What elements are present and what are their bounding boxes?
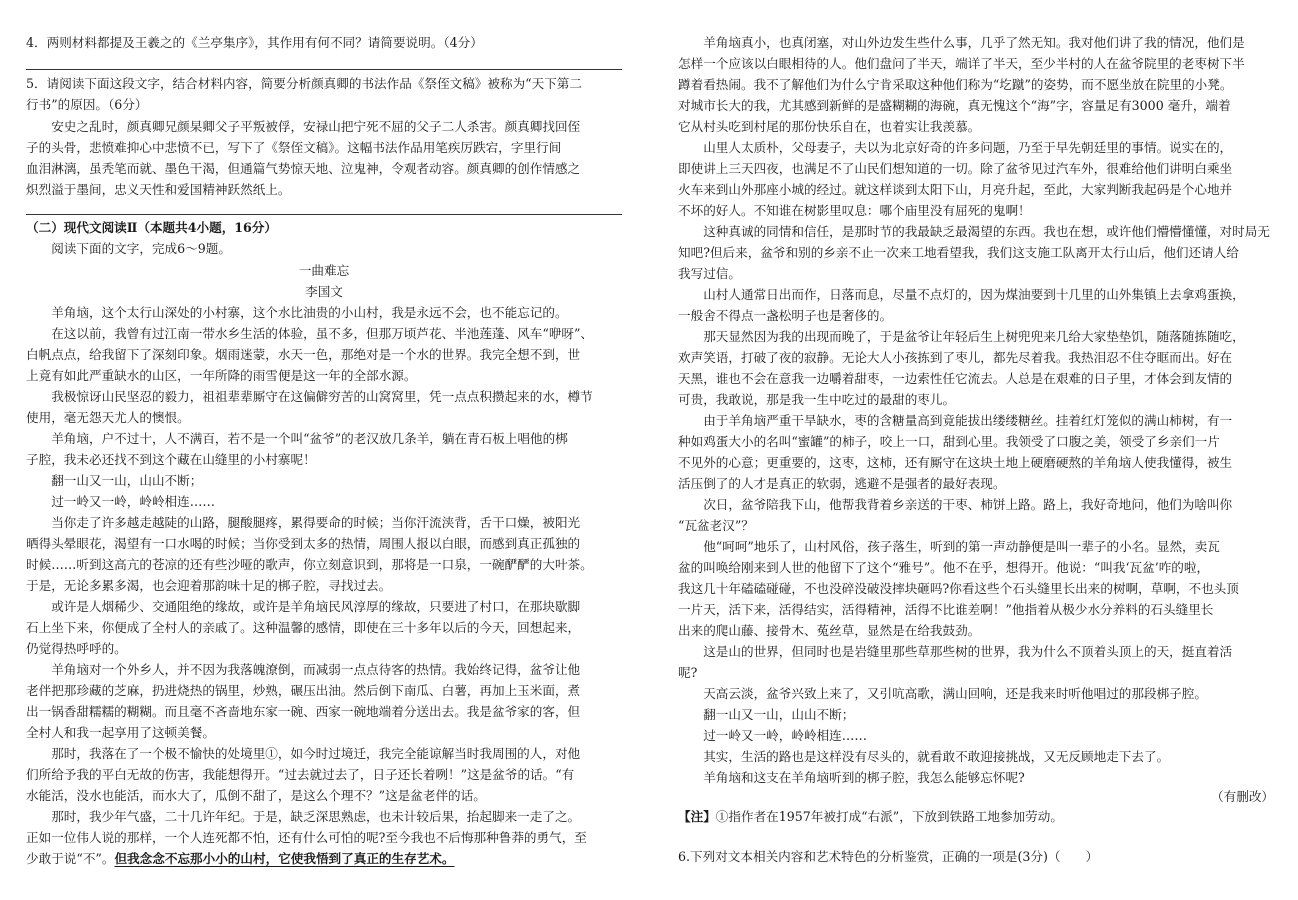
paragraph-line: 其实，生活的路也是这样没有尽头的，就看敢不敢迎接挑战，又无反顾地走下去了。: [703, 749, 1170, 764]
paragraph-line: 活压倒了的人才是真正的软弱，逃避不是强者的最好表现。: [678, 476, 1006, 491]
paragraph-line: 即使讲上三天四夜，也满足不了山民们想知道的一切。除了盆爷见过汽车外，很难给他们讲明白乘坐: [678, 161, 1233, 176]
paragraph-line: 出一锅香甜糯糯的糊糊。而且毫不吝啬地东家一碗、西家一碗地端着分送出去。我是盆爷家的客，但: [26, 704, 581, 719]
paragraph-line: 石上坐下来，你便成了全村人的亲戚了。这种温馨的感情，即使在三十多年以后的今天，回想起来，: [26, 620, 581, 635]
question-5-line: 行书”的原因。（6分）: [26, 97, 148, 112]
paragraph-line: 羊角垴对一个外乡人，并不因为我落魄潦倒，而减弱一点点待客的热情。我始终记得，盆爷让他: [51, 662, 581, 677]
paragraph-line: 种如鸡蛋大小的名叫“蜜罐”的柿子，咬上一口，甜到心里。我领受了口腹之美，领受了乡亲们一片: [678, 434, 1220, 449]
paragraph-line: 一般舍不得点一盏松明子也是奢侈的。: [678, 308, 893, 323]
paragraph-line: 羊角垴和这支在羊角垴听到的梆子腔，我怎么能够忘怀呢?: [703, 770, 1025, 785]
paragraph-line: 使用，毫无怨天尤人的懊恨。: [26, 410, 190, 425]
divider: [26, 69, 622, 70]
paragraph-line: 正如一位伟人说的那样，一个人连死都不怕，还有什么可怕的呢?至今我也不后悔那种鲁莽的勇气，至: [26, 830, 587, 845]
footnote-mark: 【注】: [678, 809, 716, 824]
paragraph-line: 他“呵呵”地乐了，山村风俗，孩子落生，听到的第一声动静便是叫一辈子的小名。显然，卖瓦: [703, 539, 1220, 554]
paragraph-line: 那时，我少年气盛，二十几许年纪。于是，缺乏深思熟虑，也未计较后果，抬起脚来一走了之。: [51, 809, 581, 824]
material-line: 子的头骨，悲愤难抑心中悲愤不已，写下了《祭侄文稿》。这幅书法作品用笔疾厉跌宕，字里行间: [26, 140, 562, 155]
paragraph-line: [26, 848, 622, 869]
source-note: （有删改）: [1211, 789, 1274, 804]
footnote-text: ①指作者在1957年被打成“右派”，下放到铁路工地参加劳动。: [715, 809, 1063, 824]
instruction: 阅读下面的文字，完成6～9题。: [51, 241, 231, 256]
material-line: 血泪淋漓，虽秃笔而就、墨色干渴，但通篇气势惊天地、泣鬼神，令观者动容。颜真卿的创作情感之: [26, 161, 581, 176]
song-line: 过一岭又一岭，岭岭相连……: [703, 728, 867, 743]
material-line: 炽烈溢于墨间，忠义天性和爱国精神跃然纸上。: [26, 182, 291, 197]
paragraph-line: 们所给予我的平白无故的伤害，我能想得开。“过去就过去了，日子还长着咧！”这是盆爷的话。“有: [26, 767, 575, 782]
song-line: 过一岭又一岭，岭岭相连……: [51, 494, 215, 509]
paragraph-line: 我这几十年磕磕碰碰，不也没碎没破没摔块砸吗?你看这些个石头缝里长出来的树啊，草啊，不也头顶: [678, 581, 1239, 596]
paragraph-line: 山里人太质朴，父母妻子，夫以为北京好奇的许多问题，乃至于早先朝廷里的事情。说实在的，: [703, 140, 1233, 155]
paragraph-line: 羊角垴真小，也真闭塞，对山外边发生些什么事，几乎了然无知。我对他们讲了我的情况，他们是: [703, 35, 1245, 50]
paragraph-line: 这是山的世界，但同时也是岩缝里那些草那些树的世界，我为什么不顶着头顶上的天，挺直着活: [703, 644, 1233, 659]
paragraph-line: 由于羊角垴严重干旱缺水，枣的含糖量高到竟能拔出缕缕糖丝。挂着红灯笼似的满山柿树，有一: [703, 413, 1233, 428]
paragraph-line: 羊角垴，这个太行山深处的小村寨，这个水比油贵的小山村，我是永远不会，也不能忘记的。: [51, 305, 568, 320]
paragraph-line: 那时，我落在了一个极不愉快的处境里①，如今时过境迁，我完全能谅解当时我周围的人，对他: [51, 746, 581, 761]
essay-title: 一曲难忘: [298, 263, 350, 278]
paragraph-line: 一片天，活下来，活得结实，活得精神，活得不比谁差啊！”他指着从极少水分养料的石头缝里长: [678, 602, 1214, 617]
paragraph-line: 或许是人烟稀少、交通阻绝的缘故，或许是羊角垴民风淳厚的缘故，只要进了村口，在那块歇脚: [51, 599, 581, 614]
paragraph-text: 少敢于说“不”。: [26, 851, 115, 866]
paragraph-line: 子腔，我未必还找不到这个藏在山缝里的小村寨呢！: [26, 452, 316, 467]
paragraph-line: 欢声笑语，打破了夜的寂静。无论大人小孩拣到了枣儿，都先尽着我。我热泪忍不住夺眶而出。好在: [678, 350, 1233, 365]
paragraph-line: 次日，盆爷陪我下山，他帮我背着乡亲送的干枣、柿饼上路。路上，我好奇地问，他们为啥叫你: [703, 497, 1233, 512]
paragraph-line: 不坏的好人。不知谁在树影里叹息：哪个庙里没有屈死的鬼啊！: [678, 203, 1031, 218]
paragraph-line: 羊角垴，户不过十，人不满百，若不是一个叫“盆爷”的老汉放几条羊，躺在青石板上唱他的梆: [51, 431, 568, 446]
paragraph-line: 蹲着看热闹。我不了解他们为什么宁肯采取这种他们称为“圪蹴”的姿势，而不愿坐放在院里的小凳。: [678, 77, 1233, 92]
question-5-line: 5．请阅读下面这段文字，结合材料内容，简要分析颜真卿的书法作品《祭侄文稿》被称为“天下第二: [26, 76, 582, 91]
song-line: 翻一山又一山，山山不断；: [51, 473, 203, 488]
paragraph-line: 仍觉得热呼呼的。: [26, 641, 127, 656]
paragraph-line: 不见外的心意；更重要的，这枣，这柿，还有厮守在这块土地上硬磨硬熬的羊角垴人使我懂得，被生: [678, 455, 1233, 470]
paragraph-line: 知吧?但后来，盆爷和别的乡亲不止一次来工地看望我，我们这支施工队离开太行山后，他们还请人给: [678, 245, 1239, 260]
essay-author: 李国文: [305, 284, 343, 299]
paragraph-line: 天黑，谁也不会在意我一边嚼着甜枣，一边索性任它流去。人总是在艰难的日子里，才体会到友情的: [678, 371, 1233, 386]
emphasized-sentence: 但我念念不忘那小小的山村，它使我悟到了真正的生存艺术。: [114, 851, 455, 866]
paragraph-line: “瓦盆老汉”？: [678, 518, 754, 533]
paragraph-line: 于是，无论多累多渴，也会迎着那韵味十足的梆子腔，寻找过去。: [26, 578, 392, 593]
paragraph-line: 我极惊讶山民坚忍的毅力，祖祖辈辈厮守在这偏僻穷苦的山窝窝里，凭一点点积攒起来的水，樽节: [51, 389, 593, 404]
paragraph-line: 火车来到山外那座小城的经过。就这样谈到太阳下山，月亮升起，至此，大家判断我起码是个心地并: [678, 182, 1233, 197]
paragraph-line: 出来的爬山藤、接骨木、菟丝草，显然是在给我鼓劲。: [678, 623, 981, 638]
question-6: 6.下列对文本相关内容和艺术特色的分析鉴赏，正确的一项是(3分)（ ）: [678, 849, 1099, 864]
paragraph-line: 那天显然因为我的出现而晚了，于是盆爷让年轻后生上树兜兜来几给大家垫垫饥，随落随拣随吃，: [703, 329, 1245, 344]
paragraph-line: 白帆点点，给我留下了深刻印象。烟雨迷蒙，水天一色，那绝对是一个水的世界。我完全想不到，世: [26, 347, 581, 362]
paragraph-line: 当你走了许多越走越陡的山路，腿酸腿疼，累得要命的时候；当你汗流浃背，舌干口燥，被阳光: [51, 515, 581, 530]
paragraph-line: 呢?: [678, 665, 698, 680]
paragraph-line: 时候……听到这高亢的苍凉的还有些沙哑的歌声，你立刻意识到，那将是一口泉，一碗酽酽的大叶茶。: [26, 557, 593, 572]
paragraph-line: 它从村头吃到村尾的那份快乐自在，也着实让我羡慕。: [678, 119, 981, 134]
paragraph-line: 全村人和我一起享用了这顿美餐。: [26, 725, 215, 740]
paragraph-line: 山村人通常日出而作，日落而息，尽量不点灯的，因为煤油要到十几里的山外集镇上去拿鸡蛋换，: [703, 287, 1245, 302]
paragraph-line: 我写过信。: [678, 266, 741, 281]
paragraph-line: 可贵，我敢说，那是我一生中吃过的最甜的枣儿。: [678, 392, 956, 407]
paragraph-line: 这种真诚的同情和信任，是那时节的我最缺乏最渴望的东西。我也在想，或许他们懵懵懂懂，对时局无: [703, 224, 1270, 239]
footnote: [678, 806, 1274, 827]
paragraph-line: 天高云淡，盆爷兴致上来了，又引吭高歌，满山回响，还是我来时听他唱过的那段梆子腔。: [703, 686, 1207, 701]
divider: [26, 214, 622, 215]
paragraph-line: 盆的叫唤给刚来到人世的他留下了这个“雅号”。他不在乎，想得开。他说：“叫我‘瓦盆’咋的啦，: [678, 560, 1210, 575]
paragraph-line: 上竟有如此严重缺水的山区，一年所降的雨雪便是这一年的全部水源。: [26, 368, 417, 383]
paragraph-line: 晒得头晕眼花，渴望有一口水喝的时候；当你受到太多的热情，周围人报以白眼，而感到真正孤独的: [26, 536, 581, 551]
song-line: 翻一山又一山，山山不断；: [703, 707, 855, 722]
question-4: 4．两则材料都提及王羲之的《兰亭集序》，其作用有何不同？请简要说明。（4分）: [26, 35, 483, 50]
paragraph-line: 水能活，没水也能活，而水大了，瓜倒不甜了，是这么个理不？”这是盆老伴的话。: [26, 788, 486, 803]
paragraph-line: 怎样一个应该以白眼相待的人。他们盘问了半天，端详了半天，至少半村的人在盆爷院里的老枣树下半: [678, 56, 1245, 71]
paragraph-line: 老伴把那珍藏的芝麻，扔进烧热的锅里，炒熟，碾压出油。然后倒下南瓜、白薯，再加上玉米面，煮: [26, 683, 581, 698]
section-title: （二）现代文阅读Ⅱ（本题共4小题，16分）: [26, 220, 277, 235]
paragraph-line: 对城市长大的我，尤其感到新鲜的是盛糊糊的海碗，真无愧这个“海”字，容量足有3000 毫升，端着: [678, 98, 1231, 113]
material-line: 安史之乱时，颜真卿兄颜杲卿父子平叛被俘，安禄山把宁死不屈的父子二人杀害。颜真卿找回侄: [51, 119, 581, 134]
paragraph-line: 在这以前，我曾有过江南一带水乡生活的体验，虽不多，但那万顷芦花、半池莲蓬、风车“咿呀”、: [51, 326, 594, 341]
